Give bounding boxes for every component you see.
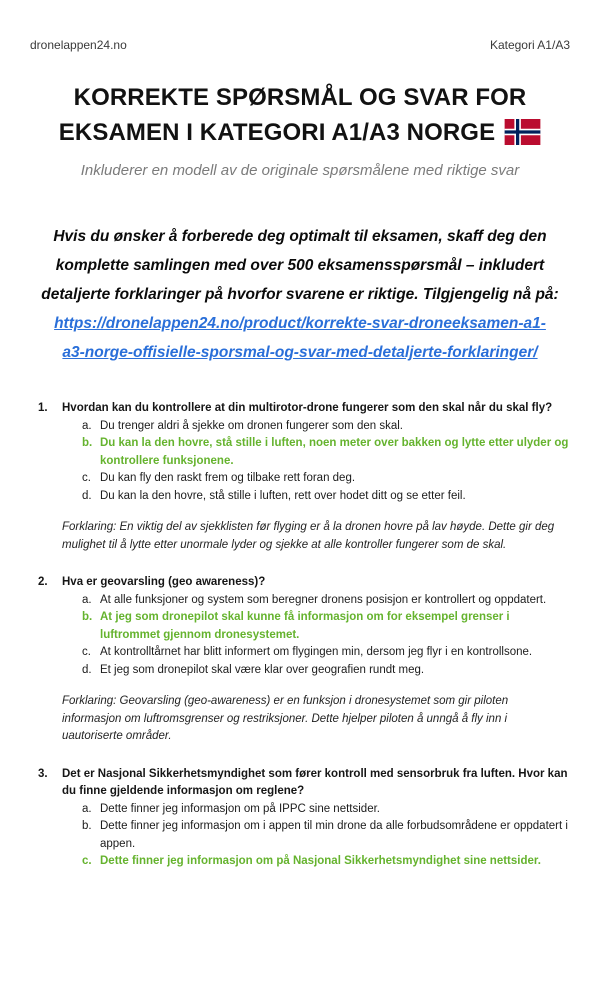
option-letter: a. bbox=[82, 593, 92, 606]
option-text: Dette finner jeg informasjon om i appen til min drone da alle forbudsområdene er oppdatert i appen. bbox=[100, 820, 568, 850]
option-text: Et jeg som dronepilot skal være klar over geografien rundt meg. bbox=[100, 663, 425, 676]
page-title bbox=[30, 80, 570, 150]
option-letter: c. bbox=[82, 855, 92, 867]
question-header bbox=[30, 574, 570, 592]
option-letter: b. bbox=[82, 437, 93, 449]
question-text: Det er Nasjonal Sikkerhetsmyndighet som fører kontroll med sensorbruk fra luften. Hvor kan du finne gjeldende informasjon om reglene? bbox=[62, 767, 568, 797]
answer-option bbox=[82, 801, 570, 819]
option-text: Dette finner jeg informasjon om på Nasjonal Sikkerhetsmyndighet sine nettsider. bbox=[100, 855, 541, 867]
option-text: Dette finner jeg informasjon om på IPPC sine nettsider. bbox=[100, 802, 380, 815]
answer-option bbox=[82, 418, 570, 436]
norway-flag-icon bbox=[504, 119, 541, 145]
question-text: Hva er geovarsling (geo awareness)? bbox=[62, 576, 266, 588]
explanation-text: Forklaring: En viktig del av sjekklisten før flyging er å la dronen hovre på lav høyde. Dette gir deg mulighet til å lytte etter unormale lyder og sjekke at alle kontroller fungerer som de skal. bbox=[62, 521, 555, 551]
answer-option bbox=[82, 592, 570, 610]
option-text: At jeg som dronepilot skal kunne få informasjon om for eksempel grenser i luftrommet gjennom dronesystemet. bbox=[100, 611, 510, 641]
subtitle: Inkluderer en modell av de originale spørsmålene med riktige svar bbox=[80, 162, 520, 179]
product-link-container bbox=[50, 309, 550, 367]
questions-list bbox=[30, 400, 570, 871]
question-item bbox=[30, 574, 570, 746]
option-text: Du kan la den hovre, stå stille i luften, rett over hodet ditt og se etter feil. bbox=[100, 489, 466, 502]
product-link[interactable]: https://dronelappen24.no/product/korrekte-svar-droneeksamen-a1-a3-norge-offisielle-sporsmal-og-svar-med-detaljerte-forklaringer/ bbox=[54, 315, 546, 361]
option-text: At alle funksjoner og system som beregner dronens posisjon er kontrollert og oppdatert. bbox=[100, 593, 547, 606]
category-label: Kategori A1/A3 bbox=[489, 38, 570, 52]
question-item bbox=[30, 766, 570, 871]
site-name: dronelappen24.no bbox=[30, 38, 127, 52]
explanation-text: Forklaring: Geovarsling (geo-awareness) er en funksjon i dronesystemet som gir piloten informasjon om luftromsgrenser og restriksjoner. Dette hjelper piloten å unngå å fly inn i uautoriserte områder. bbox=[62, 695, 509, 742]
promo-text: Hvis du ønsker å forberede deg optimalt til eksamen, skaff deg den komplette samlingen med over 500 eksamensspørsmål – inkludert detaljerte forklaringer på hvorfor svarene er riktige. Tilgjengelig nå på: bbox=[41, 228, 559, 303]
option-text: Du kan fly den raskt frem og tilbake rett foran deg. bbox=[100, 472, 356, 484]
option-letter: d. bbox=[82, 663, 92, 676]
answer-option bbox=[82, 470, 570, 488]
question-header bbox=[30, 400, 570, 418]
answer-option bbox=[82, 644, 570, 662]
option-text: Du trenger aldri å sjekke om dronen fungerer som den skal. bbox=[100, 419, 403, 432]
option-letter: b. bbox=[82, 820, 92, 832]
option-text: Du kan la den hovre, stå stille i luften, noen meter over bakken og lytte etter ulyder og kontrollere funksjonene. bbox=[100, 437, 569, 467]
page-title-line2: EKSAMEN I KATEGORI A1/A3 NORGE bbox=[58, 119, 496, 146]
option-text: At kontrolltårnet har blitt informert om flygingen min, dersom jeg flyr i en kontrollsone. bbox=[100, 646, 533, 658]
answer-option-correct bbox=[82, 435, 570, 470]
answer-option bbox=[82, 662, 570, 680]
page-title-line1: KORREKTE SPØRSMÅL OG SVAR FOR bbox=[73, 84, 527, 111]
answer-option-correct bbox=[82, 609, 570, 644]
option-letter: c. bbox=[82, 646, 91, 658]
question-header bbox=[30, 766, 570, 801]
option-letter: a. bbox=[82, 419, 92, 432]
answer-option bbox=[82, 488, 570, 506]
question-item bbox=[30, 400, 570, 554]
option-letter: a. bbox=[82, 802, 92, 815]
option-letter: c. bbox=[82, 472, 91, 484]
question-number: 1. bbox=[38, 402, 48, 414]
option-letter: b. bbox=[82, 611, 93, 623]
question-number: 2. bbox=[38, 576, 48, 588]
question-number: 3. bbox=[38, 767, 48, 780]
answer-option bbox=[82, 818, 570, 853]
answer-option-correct bbox=[82, 853, 570, 871]
option-letter: d. bbox=[82, 489, 92, 502]
page-header bbox=[30, 38, 570, 52]
question-text: Hvordan kan du kontrollere at din multirotor-drone fungerer som den skal når du skal fly? bbox=[62, 402, 553, 414]
